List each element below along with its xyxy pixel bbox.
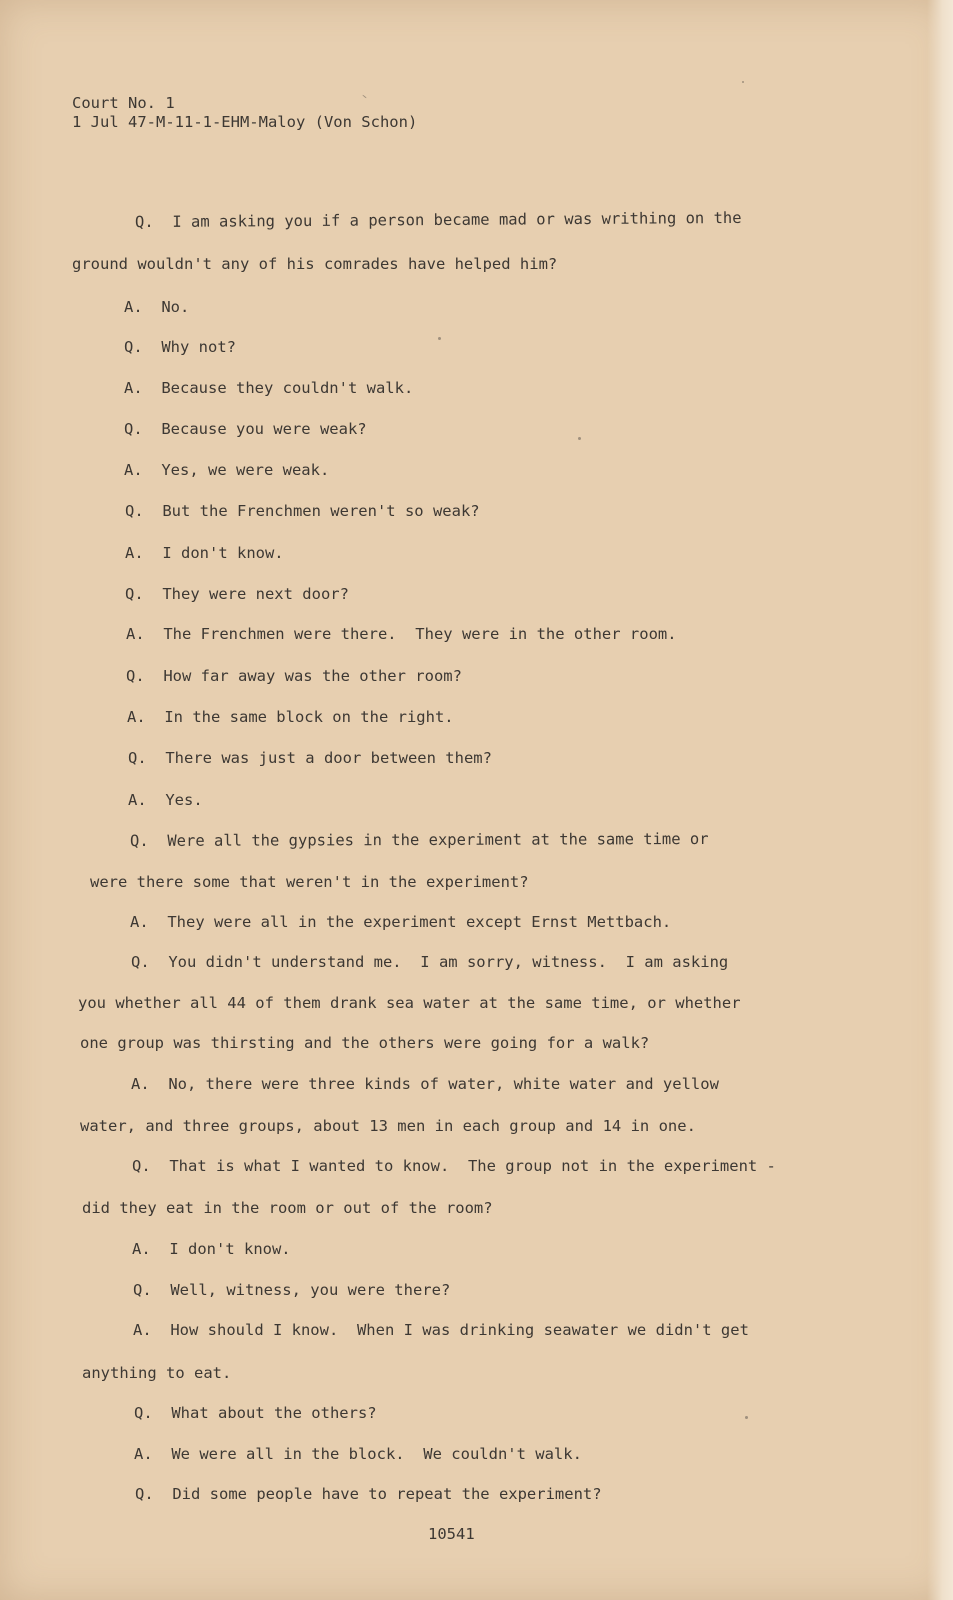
page-edge	[927, 0, 953, 1600]
transcript-line: A. Because they couldn't walk.	[124, 379, 414, 397]
paper-mark	[745, 1416, 748, 1419]
paper-mark	[578, 437, 581, 440]
transcript-line: A. Yes.	[128, 791, 203, 809]
transcript-line: anything to eat.	[82, 1364, 232, 1382]
paper-mark	[438, 337, 441, 340]
court-number: Court No. 1	[72, 94, 175, 112]
transcript-line: Q. How far away was the other room?	[126, 667, 462, 685]
transcript-line: you whether all 44 of them drank sea water at the same time, or whether	[78, 994, 741, 1012]
transcript-line: Q. Did some people have to repeat the experiment?	[135, 1485, 602, 1503]
transcript-line: A. I don't know.	[132, 1240, 291, 1258]
transcript-line: Q. There was just a door between them?	[128, 749, 492, 767]
transcript-line: Q. What about the others?	[134, 1404, 377, 1422]
session-reference: 1 Jul 47-M-11-1-EHM-Maloy (Von Schon)	[72, 113, 418, 131]
transcript-line: Q. Were all the gypsies in the experiment at the same time or	[129, 829, 709, 851]
transcript-line: one group was thirsting and the others were going for a walk?	[80, 1034, 650, 1052]
transcript-line: A. No.	[124, 298, 190, 316]
paper-mark	[742, 81, 744, 83]
transcript-line: A. In the same block on the right.	[127, 708, 454, 726]
transcript-line: Q. But the Frenchmen weren't so weak?	[125, 502, 480, 520]
transcript-line: A. No, there were three kinds of water, white water and yellow	[131, 1075, 719, 1093]
transcript-line: A. I don't know.	[125, 544, 284, 562]
transcript-line: Q. I am asking you if a person became mad or was writhing on the	[134, 208, 742, 232]
transcript-line: Q. Because you were weak?	[124, 420, 367, 438]
transcript-line: A. The Frenchmen were there. They were in the other room.	[126, 625, 677, 643]
transcript-line: were there some that weren't in the experiment?	[90, 873, 529, 891]
transcript-line: Q. They were next door?	[125, 585, 349, 603]
transcript-line: Q. That is what I wanted to know. The group not in the experiment -	[132, 1157, 776, 1175]
transcript-line: A. They were all in the experiment except Ernst Mettbach.	[130, 913, 672, 931]
transcript-line: did they eat in the room or out of the room?	[82, 1199, 493, 1217]
transcript-line: ground wouldn't any of his comrades have helped him?	[72, 255, 558, 273]
transcript-line: A. We were all in the block. We couldn't walk.	[134, 1445, 582, 1463]
transcript-line: Q. Well, witness, you were there?	[133, 1281, 451, 1299]
transcript-line: water, and three groups, about 13 men in each group and 14 in one.	[80, 1117, 696, 1135]
transcript-line: Q. Why not?	[124, 338, 236, 356]
page-number: 10541	[428, 1525, 475, 1543]
document-header	[72, 94, 417, 132]
transcript-line: A. Yes, we were weak.	[124, 461, 330, 479]
transcript-line: A. How should I know. When I was drinking seawater we didn't get	[133, 1321, 749, 1339]
transcript-line: Q. You didn't understand me. I am sorry, witness. I am asking	[131, 953, 729, 971]
